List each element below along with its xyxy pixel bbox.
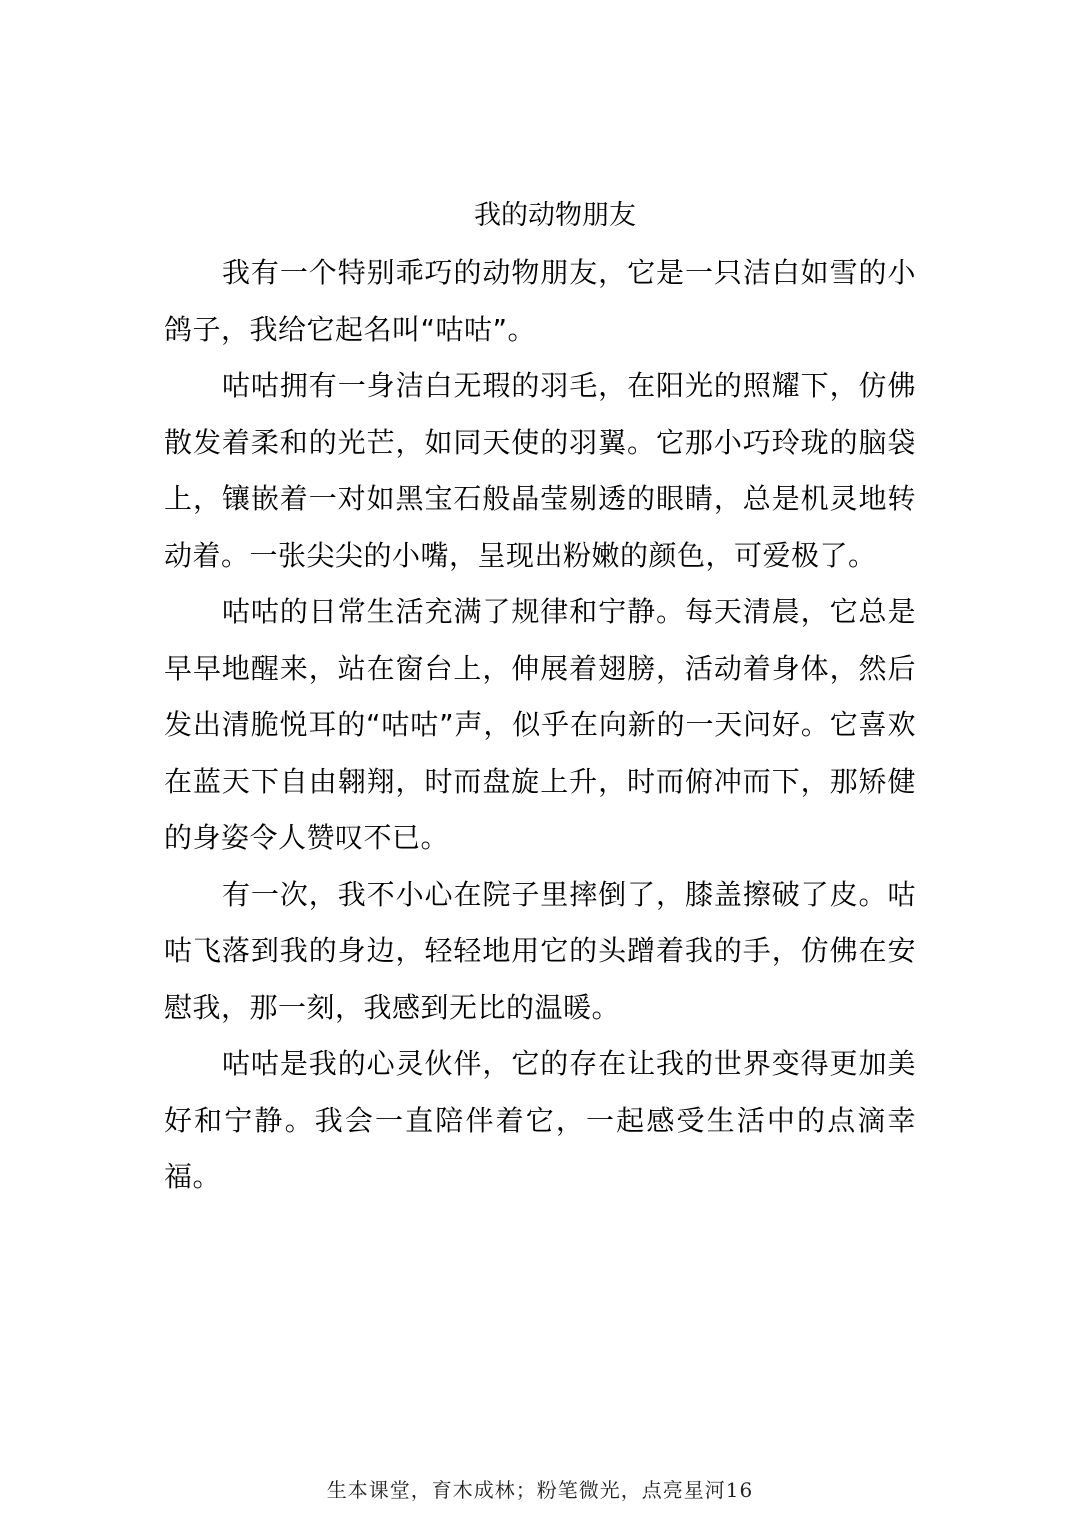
paragraph-4: 有一次，我不小心在院子里摔倒了，膝盖擦破了皮。咕咕飞落到我的身边，轻轻地用它的头蹭着我的手，仿佛在安慰我，那一刻，我感到无比的温暖。	[164, 877, 916, 1024]
essay-body	[164, 245, 916, 1206]
paragraph-5: 咕咕是我的心灵伙伴，它的存在让我的世界变得更加美好和宁静。我会一直陪伴着它，一起感受生活中的点滴幸福。	[164, 1047, 916, 1193]
page-title: 我的动物朋友	[474, 200, 636, 231]
paragraph-1: 我有一个特别乖巧的动物朋友，它是一只洁白如雪的小鸽子，我给它起名叫“咕咕”。	[164, 256, 916, 346]
paragraph-2: 咕咕拥有一身洁白无瑕的羽毛，在阳光的照耀下，仿佛散发着柔和的光芒，如同天使的羽翼。它那小巧玲珑的脑袋上，镶嵌着一对如黑宝石般晶莹剔透的眼睛，总是机灵地转动着。一张尖尖的小嘴，呈现出粉嫩的颜色，可爱极了。	[164, 369, 916, 572]
paragraph-3: 咕咕的日常生活充满了规律和宁静。每天清晨，它总是早早地醒来，站在窗台上，伸展着翅膀，活动着身体，然后发出清脆悦耳的“咕咕”声，似乎在向新的一天问好。它喜欢在蓝天下自由翱翔，时而盘旋上升，时而俯冲而下，那矫健的身姿令人赞叹不已。	[164, 595, 916, 854]
page-footer: 生本课堂，育木成林；粉笔微光，点亮星河16	[326, 1478, 754, 1502]
